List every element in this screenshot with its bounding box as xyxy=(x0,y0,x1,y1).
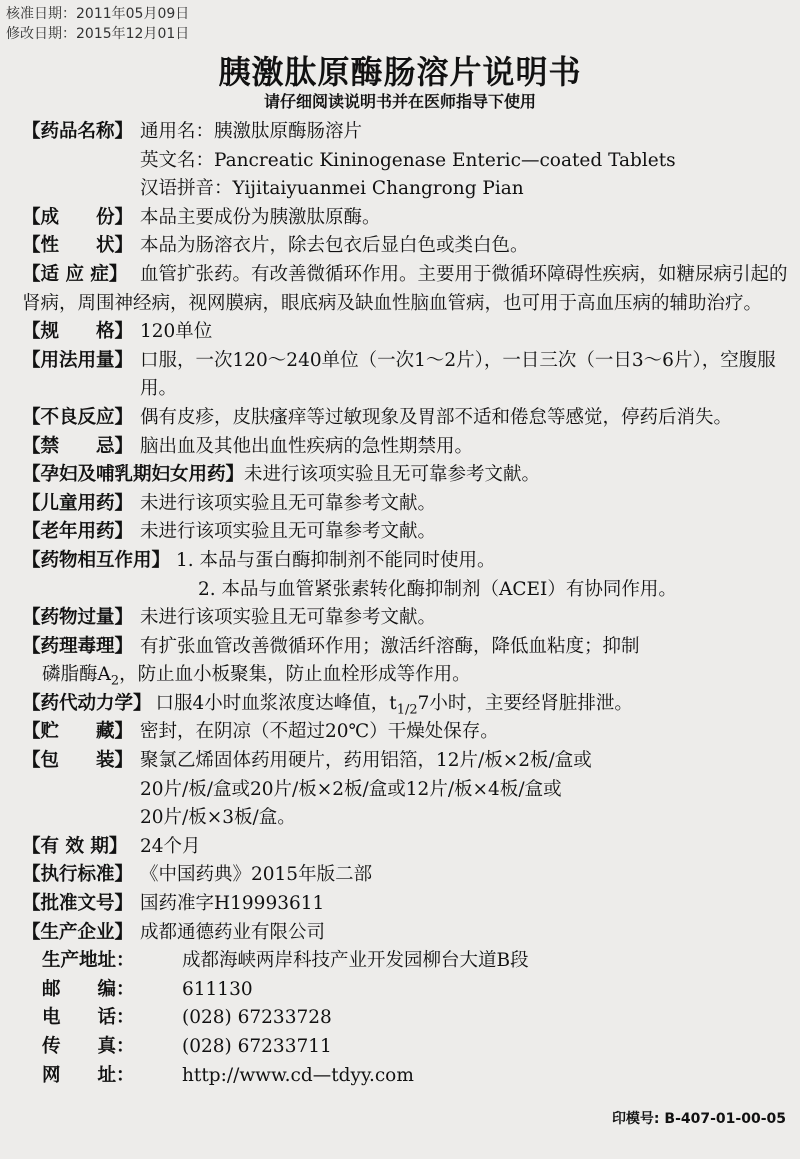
section-pregnancy xyxy=(22,461,792,490)
interaction-label: 【药物相互作用】 xyxy=(22,549,171,571)
pharmacology-line-1: 有扩张血管改善微循环作用；激活纤溶酶，降低血粘度；抑制 xyxy=(140,635,640,657)
package-line-1: 聚氯乙烯固体药用硬片，药用铝箔，12片/板×2板/盒或 xyxy=(140,750,592,772)
manufacturer-label: 【生产企业】 xyxy=(22,921,134,943)
package-line-3: 20片/板×3板/盒。 xyxy=(140,807,296,829)
section-adverse xyxy=(22,404,792,433)
validity-label: 【有 效 期】 xyxy=(22,835,128,857)
adverse-text: 偶有皮疹，皮肤瘙痒等过敏现象及胃部不适和倦怠等感觉，停药后消失。 xyxy=(140,406,733,428)
storage-text: 密封，在阴凉（不超过20℃）干燥处保存。 xyxy=(140,721,499,743)
website-text: http://www.cd—tdyy.com xyxy=(182,1064,414,1086)
phone-row xyxy=(22,1004,792,1033)
pk-label: 【药代动力学】 xyxy=(22,692,152,714)
composition-text: 本品主要成份为胰激肽原酶。 xyxy=(140,206,381,228)
section-appearance xyxy=(22,232,792,261)
overdose-text: 未进行该项实验且无可靠参考文献。 xyxy=(140,607,437,629)
approval-text: 国药准字H19993611 xyxy=(140,893,325,915)
english-name: 英文名：Pancreatic Kininogenase Enteric—coated Tablets xyxy=(140,149,676,171)
section-spec xyxy=(22,318,792,347)
drug-name-label: 【药品名称】 xyxy=(22,121,134,142)
insert-content xyxy=(22,118,792,1090)
spec-text: 120单位 xyxy=(140,321,213,343)
validity-text: 24个月 xyxy=(140,835,201,857)
section-drug-name xyxy=(22,118,792,204)
appearance-label: 【性 状】 xyxy=(22,235,134,257)
section-storage xyxy=(22,718,792,747)
website-row xyxy=(22,1062,792,1091)
manufacturer-text: 成都通德药业有限公司 xyxy=(140,921,326,943)
pk-text: 口服4小时血浆浓度达峰值，$t_{1/2}7$小时，主要经肾脏排泄。 xyxy=(155,692,633,718)
standard-label: 【执行标准】 xyxy=(22,864,134,886)
address-label: 生产地址： xyxy=(42,950,135,972)
approve-date: 核准日期：2011年05月09日 xyxy=(6,6,190,22)
section-interaction xyxy=(22,547,792,576)
postcode-text: 611130 xyxy=(182,978,253,1000)
pinyin-name: 汉语拼音：Yijitaiyuanmei Changrong Pian xyxy=(140,178,524,200)
elderly-text: 未进行该项实验且无可靠参考文献。 xyxy=(140,521,437,543)
contra-label: 【禁 忌】 xyxy=(22,435,134,457)
dosage-text: 口服，一次120～240单位（一次1～2片），一日三次（一日3～6片），空腹服用。 xyxy=(140,349,776,400)
children-text: 未进行该项实验且无可靠参考文献。 xyxy=(140,492,437,514)
adverse-label: 【不良反应】 xyxy=(22,406,134,428)
package-line-2: 20片/板/盒或20片/板×2板/盒或12片/板×4板/盒或 xyxy=(140,778,562,800)
pharmacology-line-2: 磷脂酶$A_2$，防止血小板聚集，防止血栓形成等作用。 xyxy=(42,664,471,689)
section-composition xyxy=(22,204,792,233)
fax-row xyxy=(22,1033,792,1062)
elderly-label: 【老年用药】 xyxy=(22,521,134,543)
section-standard xyxy=(22,861,792,890)
section-indications xyxy=(22,261,792,318)
section-elderly xyxy=(22,518,792,547)
composition-label: 【成 份】 xyxy=(22,206,134,228)
website-label: 网 址： xyxy=(42,1064,135,1086)
section-pharmacology xyxy=(22,633,792,662)
section-children xyxy=(22,490,792,519)
phone-text: (028) 67233728 xyxy=(182,1007,332,1029)
appearance-text: 本品为肠溶衣片，除去包衣后显白色或类白色。 xyxy=(140,235,529,257)
address-row xyxy=(22,947,792,976)
pharmacology-label: 【药理毒理】 xyxy=(22,635,134,657)
fax-label: 传 真： xyxy=(42,1036,135,1057)
section-approval xyxy=(22,890,792,919)
contra-text: 脑出血及其他出血性疾病的急性期禁用。 xyxy=(140,435,474,457)
document-title: 胰激肽原酶肠溶片说明书 xyxy=(218,53,582,91)
section-overdose xyxy=(22,604,792,633)
indications-label: 【适 应 症】 xyxy=(22,263,128,285)
postcode-label: 邮 编： xyxy=(42,978,135,1000)
document-subtitle: 请仔细阅读说明书并在医师指导下使用 xyxy=(263,92,536,111)
dosage-label: 【用法用量】 xyxy=(22,349,134,371)
address-text: 成都海峡两岸科技产业开发园柳台大道B段 xyxy=(182,950,529,972)
dates-block xyxy=(6,4,189,44)
generic-name: 通用名：胰激肽原酶肠溶片 xyxy=(140,121,363,142)
storage-label: 【贮 藏】 xyxy=(22,721,134,743)
revise-date: 修改日期：2015年12月01日 xyxy=(6,26,190,42)
section-dosage xyxy=(22,347,792,404)
section-contraindications xyxy=(22,433,792,462)
contact-block xyxy=(22,947,792,1090)
interaction-item-1: 1. 本品与蛋白酶抑制剂不能同时使用。 xyxy=(176,549,496,571)
overdose-label: 【药物过量】 xyxy=(22,607,134,629)
indications-text: 血管扩张药。有改善微循环作用。主要用于微循环障碍性疾病，如糖尿病引起的肾病，周围神经病，视网膜病，眼底病及缺血性脑血管病，也可用于高血压病的辅助治疗。 xyxy=(22,263,788,314)
approval-label: 【批准文号】 xyxy=(22,893,134,915)
package-label: 【包 装】 xyxy=(22,750,134,772)
interaction-item-2: 2. 本品与血管紧张素转化酶抑制剂（ACEI）有协同作用。 xyxy=(198,578,677,600)
pregnancy-label: 【孕妇及哺乳期妇女用药】 xyxy=(22,464,245,486)
section-package xyxy=(22,747,792,833)
standard-text: 《中国药典》2015年版二部 xyxy=(140,864,373,886)
section-manufacturer xyxy=(22,919,792,948)
print-code: 印模号: B-407-01-00-05 xyxy=(611,1111,786,1127)
spec-label: 【规 格】 xyxy=(22,321,134,343)
children-label: 【儿童用药】 xyxy=(22,492,134,514)
phone-label: 电 话： xyxy=(42,1007,135,1029)
section-pharmacokinetics xyxy=(22,690,792,719)
fax-text: (028) 67233711 xyxy=(182,1036,332,1057)
section-validity xyxy=(22,833,792,862)
pregnancy-text: 未进行该项实验且无可靠参考文献。 xyxy=(244,464,541,486)
postcode-row xyxy=(22,976,792,1005)
